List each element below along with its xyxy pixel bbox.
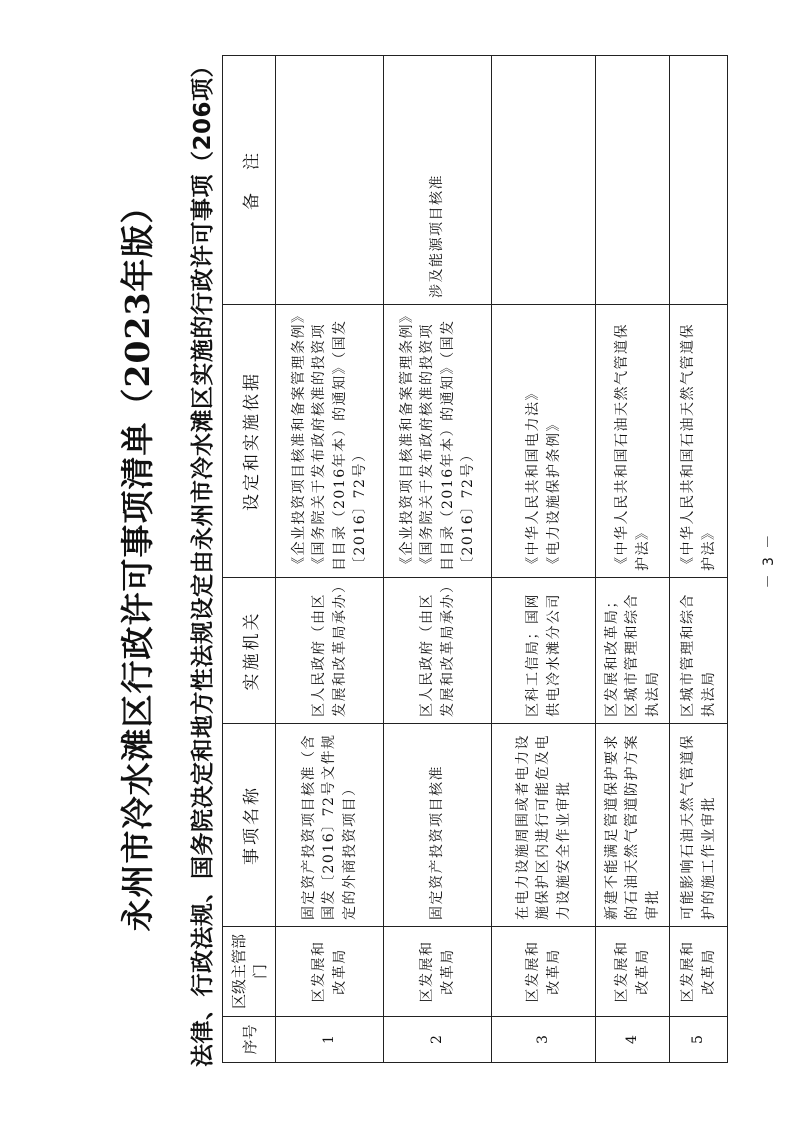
cell-seq: 1 <box>276 1017 384 1063</box>
header-seq: 序号 <box>223 1017 276 1063</box>
basis-line: 《国务院关于发布政府核准的投资项目目录（2016年本）的通知》（国发〔2016〕72号） <box>311 319 368 571</box>
cell-dept: 区发展和改革局 <box>492 927 596 1017</box>
basis-line: 《企业投资项目核准和备案管理条例》 <box>290 307 307 571</box>
basis-line: 《电力设施保护条例》 <box>545 416 562 571</box>
cell-remark <box>492 56 596 305</box>
cell-remark: 涉及能源项目核准 <box>384 56 492 305</box>
cell-dept: 区发展和改革局 <box>596 927 670 1017</box>
cell-dept: 区发展和改革局 <box>384 927 492 1017</box>
basis-line: 《中华人民共和国石油天然气管道保护法》 <box>680 323 717 571</box>
table-row <box>670 56 728 1063</box>
cell-agency: 区发展和改革局；区城市管理和综合执法局 <box>596 578 670 724</box>
cell-seq: 4 <box>596 1017 670 1063</box>
cell-seq: 2 <box>384 1017 492 1063</box>
cell-basis <box>276 305 384 578</box>
basis-line: 《中华人民共和国电力法》 <box>525 385 542 571</box>
cell-remark <box>276 56 384 305</box>
basis-line: 《中华人民共和国石油天然气管道保护法》 <box>614 323 651 571</box>
cell-agency: 区科工信局；国网供电冷水滩分公司 <box>492 578 596 724</box>
cell-item: 可能影响石油天然气管道保护的施工作业审批 <box>670 724 728 927</box>
page-number: － 3 － <box>761 532 777 589</box>
document-subtitle: 法律、行政法规、国务院决定和地方性法规设定由永州市冷水滩区实施的行政许可事项（206项） <box>190 54 216 1068</box>
permit-table <box>222 55 728 1063</box>
cell-basis <box>384 305 492 578</box>
cell-item: 固定资产投资项目核准 <box>384 724 492 927</box>
cell-remark <box>670 56 728 305</box>
cell-remark <box>596 56 670 305</box>
cell-seq: 3 <box>492 1017 596 1063</box>
table-row <box>276 56 384 1063</box>
cell-item: 新建不能满足管道保护要求的石油天然气管道防护方案审批 <box>596 724 670 927</box>
table-row <box>384 56 492 1063</box>
cell-basis <box>670 305 728 578</box>
permit-table-wrapper <box>222 56 728 1063</box>
cell-agency: 区城市管理和综合执法局 <box>670 578 728 724</box>
cell-dept: 区发展和改革局 <box>670 927 728 1017</box>
header-basis: 设定和实施依据 <box>223 305 276 578</box>
cell-basis <box>492 305 596 578</box>
basis-line: 《企业投资项目核准和备案管理条例》 <box>398 307 415 571</box>
table-row <box>596 56 670 1063</box>
table-row <box>492 56 596 1063</box>
cell-seq: 5 <box>670 1017 728 1063</box>
table-header-row <box>223 56 276 1063</box>
cell-basis <box>596 305 670 578</box>
header-remark: 备 注 <box>223 56 276 305</box>
cell-agency: 区人民政府（由区发展和改革局承办） <box>384 578 492 724</box>
cell-item: 在电力设施周围或者电力设施保护区内进行可能危及电力设施安全作业审批 <box>492 724 596 927</box>
document-title: 永州市冷水滩区行政许可事项清单（2023年版） <box>118 189 157 932</box>
cell-item: 固定资产投资项目核准（含国发〔2016〕72号文件规定的外商投资项目） <box>276 724 384 927</box>
header-agency: 实施机关 <box>223 578 276 724</box>
cell-dept: 区发展和改革局 <box>276 927 384 1017</box>
cell-agency: 区人民政府（由区发展和改革局承办） <box>276 578 384 724</box>
header-dept: 区级主管部门 <box>223 927 276 1017</box>
header-item: 事项名称 <box>223 724 276 927</box>
basis-line: 《国务院关于发布政府核准的投资项目目录（2016年本）的通知》（国发〔2016〕72号） <box>419 319 476 571</box>
